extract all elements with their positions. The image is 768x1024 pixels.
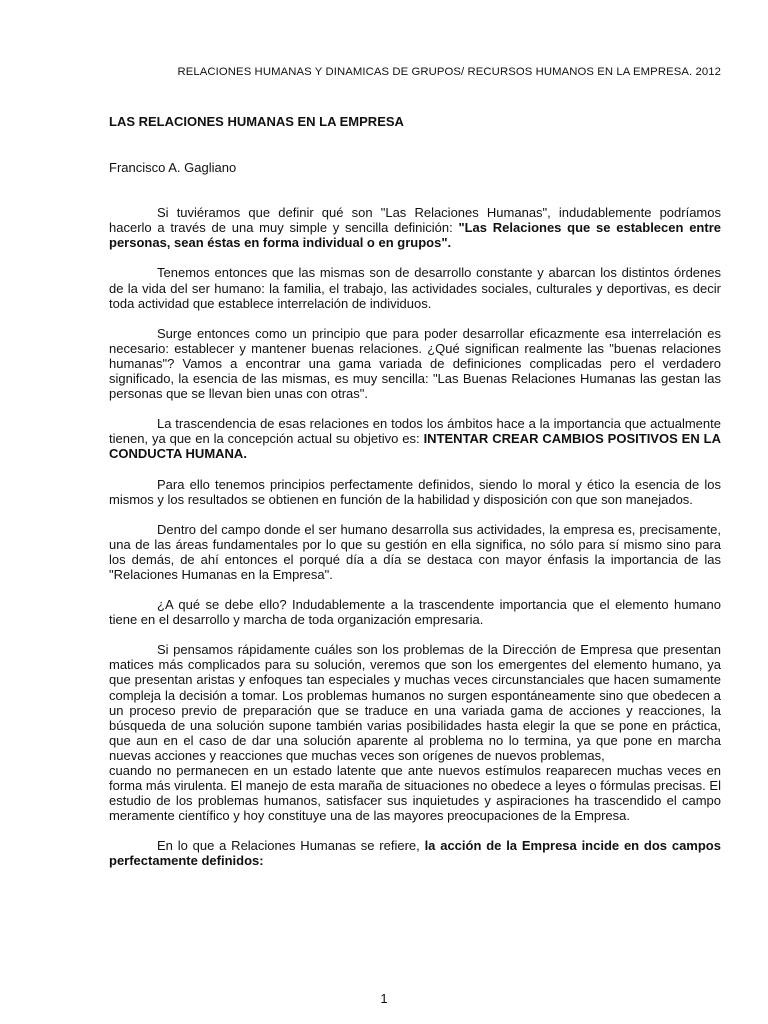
paragraph-1 <box>109 205 721 250</box>
page-number: 1 <box>380 991 388 1006</box>
paragraph-6: Dentro del campo donde el ser humano desarrolla sus actividades, la empresa es, precisamente, una de las áreas fundamentales por lo que su gestión en ella significa, no sólo para sí mismo sino para los demás, de ahí entonces el porqué día a día se destaca con mayor énfasis la importancia de las "Relaciones Humanas en la Empresa". <box>109 521 721 582</box>
paragraph-9 <box>109 838 721 868</box>
paragraph-9-text: En lo que a Relaciones Humanas se refiere, <box>157 838 425 854</box>
paragraph-4-bold: INTENTAR CREAR CAMBIOS POSITIVOS EN LA CONDUCTA HUMANA. <box>109 431 721 462</box>
paragraph-4 <box>109 416 721 461</box>
running-header: RELACIONES HUMANAS Y DINAMICAS DE GRUPOS/ RECURSOS HUMANOS EN LA EMPRESA. 2012 <box>177 66 721 78</box>
paragraph-1-text: Si tuviéramos que definir qué son "Las Relaciones Humanas", indudablemente podríamos hacerlo a través de una muy simple y sencilla definición: <box>109 205 721 236</box>
paragraph-8: Si pensamos rápidamente cuáles son los problemas de la Dirección de Empresa que presentan matices más complicados para su solución, veremos que son los emergentes del elemento humano, ya que presentan aristas y enfoques tan especiales y muchas veces circunstanciales que hacen sumamente compleja la decisión a tomar. Los problemas humanos no surgen espontáneamente sino que obedecen a un proceso previo de preparación que se traduce en una variada gama de acciones y reacciones, la búsqueda de una solución supone también varias posibilidades hasta elegir la que se pone en práctica, que aun en el caso de dar una solución aparente al problema no lo termina, ya que pone en marcha nuevas acciones y reacciones que muchas veces son orígenes de nuevos problemas, <box>109 642 721 763</box>
paragraph-4-text: La trascendencia de esas relaciones en todos los ámbitos hace a la importancia que actualmente tienen, ya que en la concepción actual su objetivo es: <box>109 416 721 447</box>
author-name: Francisco A. Gagliano <box>109 160 237 176</box>
paragraph-9-bold: la acción de la Empresa incide en dos campos perfectamente definidos: <box>109 838 721 869</box>
paragraph-2: Tenemos entonces que las mismas son de desarrollo constante y abarcan los distintos órdenes de la vida del ser humano: la familia, el trabajo, las actividades sociales, culturales y deportivas, es decir toda actividad que establece interrelación de individuos. <box>109 265 721 311</box>
paragraph-3: Surge entonces como un principio que para poder desarrollar eficazmente esa interrelación es necesario: establecer y mantener buenas relaciones. ¿Qué significan realmente las "buenas relaciones humanas"? Vamos a encontrar una gama variada de definiciones complicadas pero el verdadero significado, la esencia de las mismas, es muy sencilla: "Las Buenas Relaciones Humanas las gestan las personas que se llevan bien unas con otras". <box>109 325 721 402</box>
paragraph-1-bold: "Las Relaciones que se establecen entre personas, sean éstas en forma individual o en grupos". <box>109 220 721 251</box>
paragraph-5: Para ello tenemos principios perfectamente definidos, siendo lo moral y ético la esencia de los mismos y los resultados se obtienen en función de la habilidad y disposición con que son manejados. <box>109 476 721 507</box>
document-body <box>109 114 721 869</box>
document-title: LAS RELACIONES HUMANAS EN LA EMPRESA <box>109 114 404 129</box>
paragraph-7: ¿A qué se debe ello? Indudablemente a la trascendente importancia que el elemento humano tiene en el desarrollo y marcha de toda organización empresaria. <box>109 597 721 628</box>
paragraph-8-continued: cuando no permanecen en un estado latente que ante nuevos estímulos reaparecen muchas veces en forma más virulenta. El manejo de esta maraña de situaciones no obedece a leyes o fórmulas precisas. El estudio de los problemas humanos, satisfacer sus inquietudes y aspiraciones ha trascendido el campo meramente científico y hoy constituye una de las mayores preocupaciones de la Empresa. <box>109 763 721 824</box>
